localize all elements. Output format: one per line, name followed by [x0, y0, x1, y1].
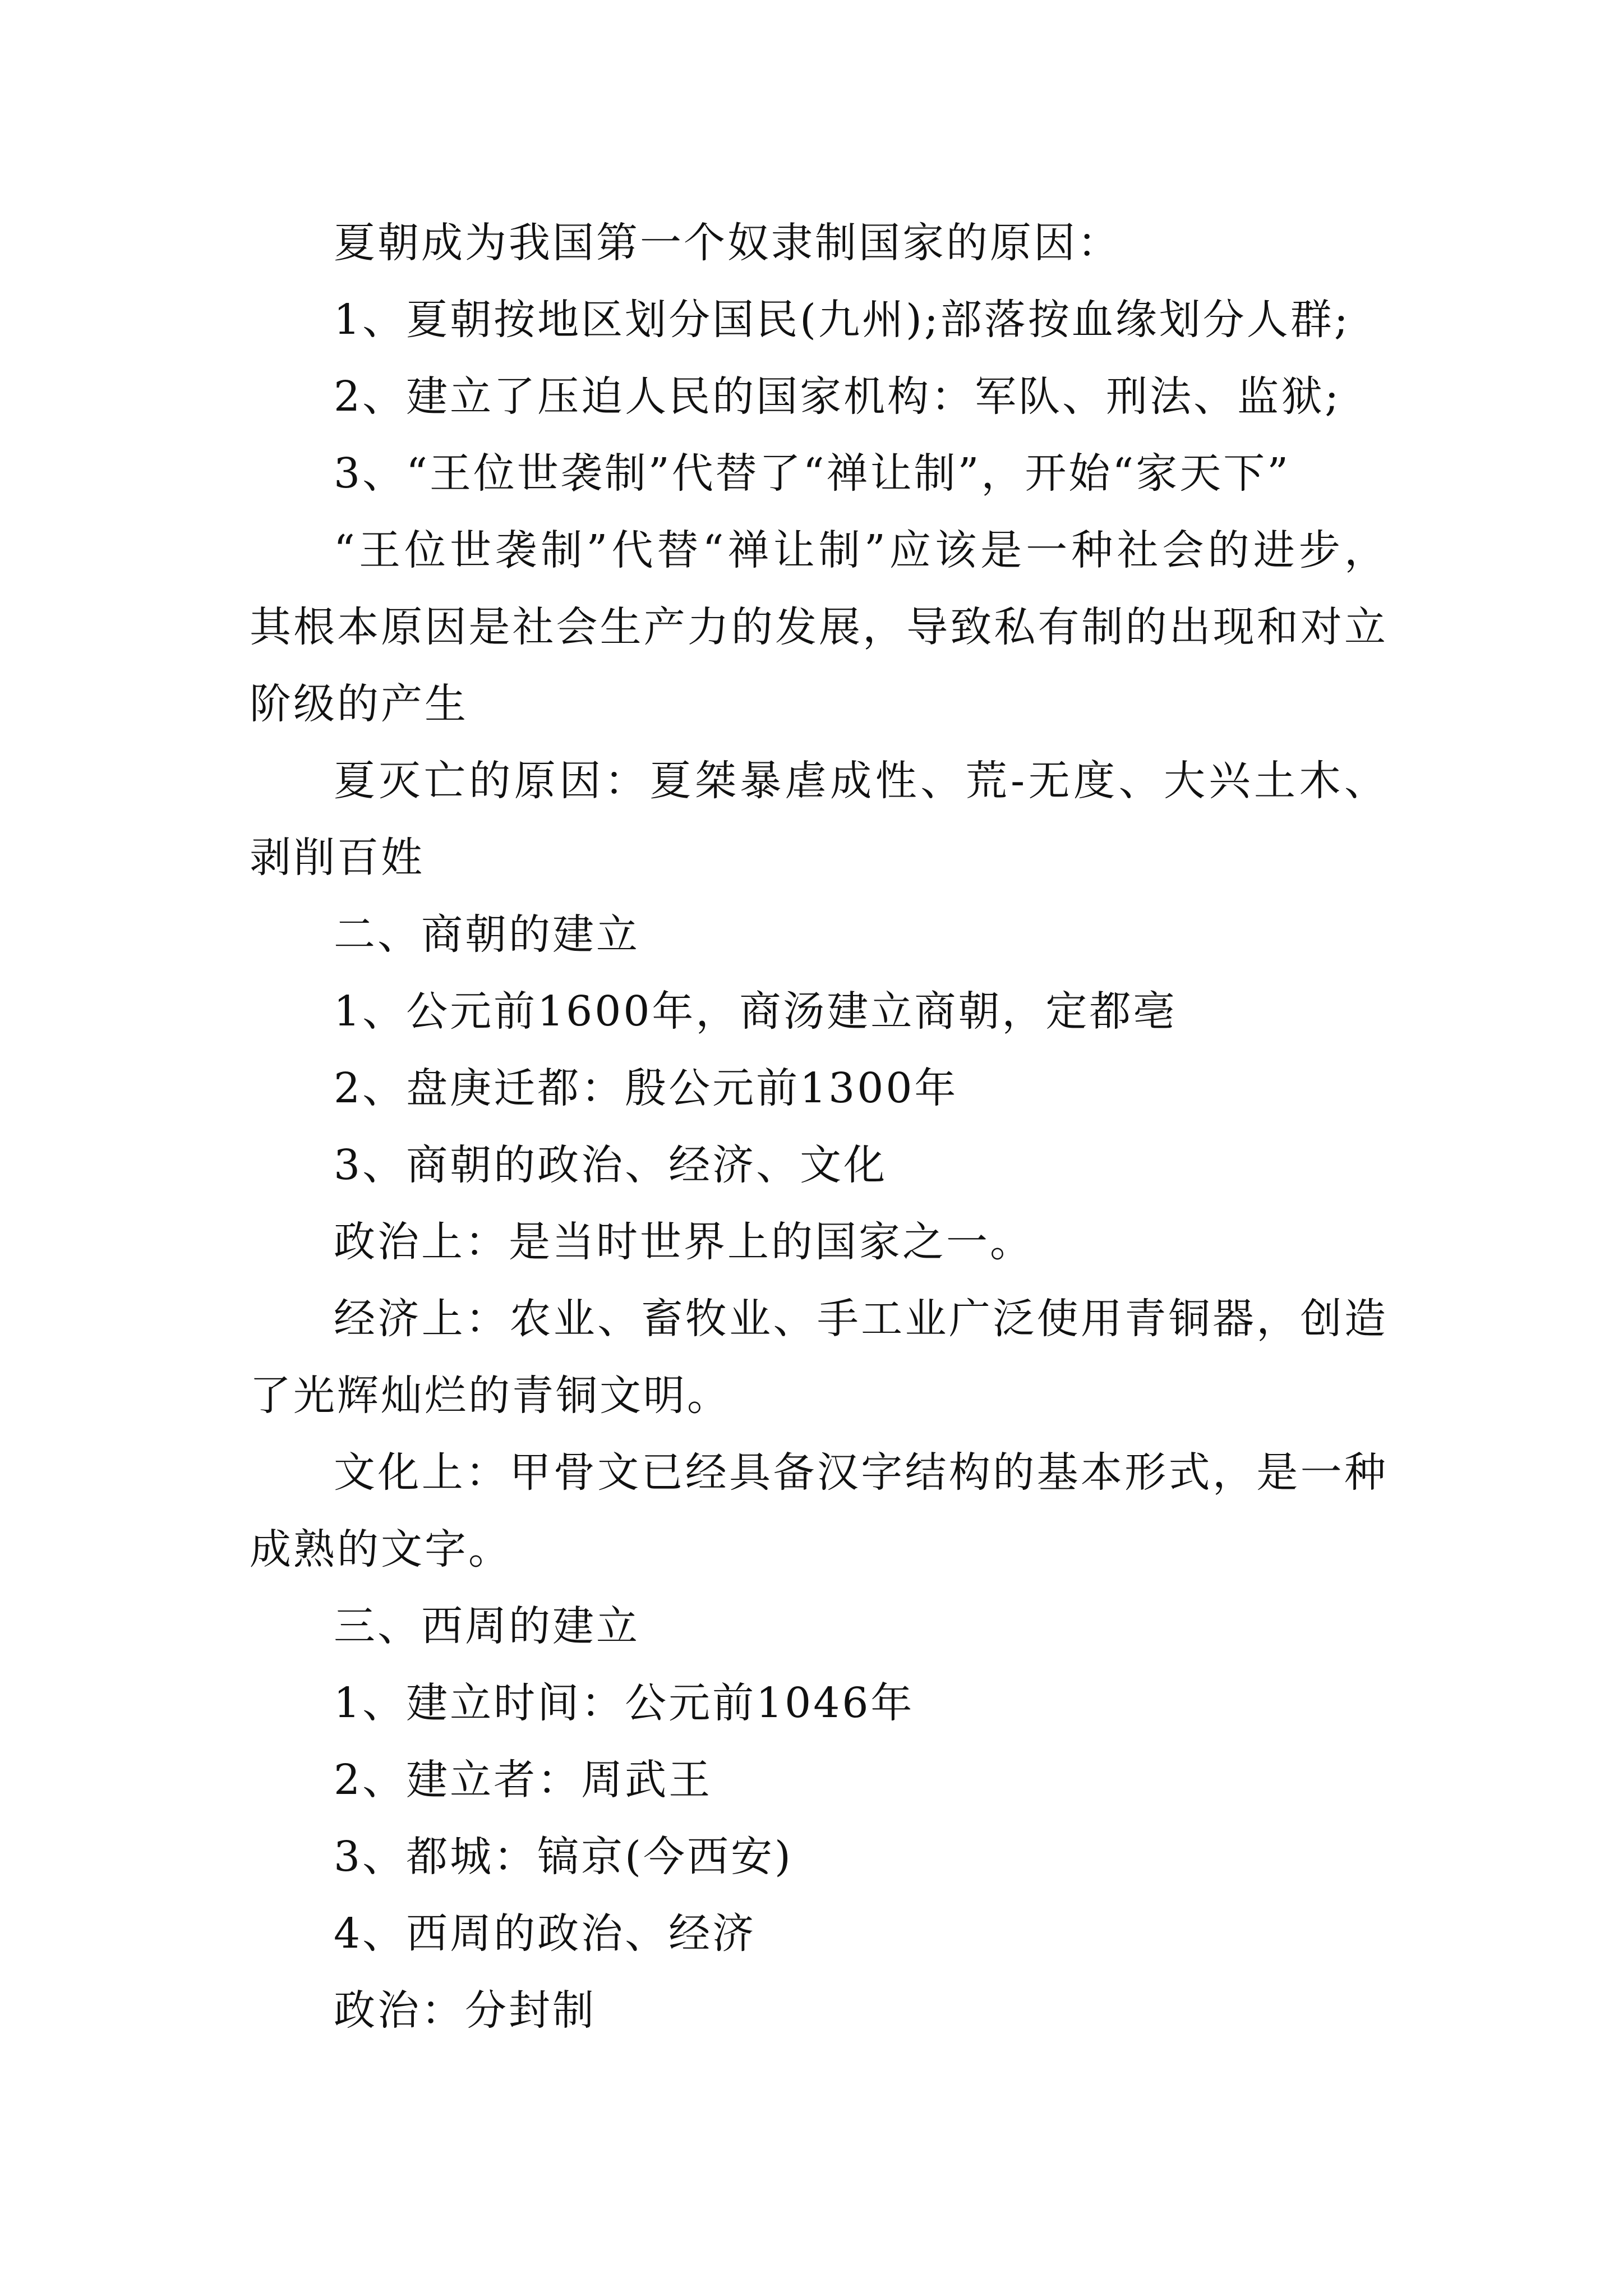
- paragraph: 政治：分封制: [334, 1986, 596, 2035]
- paragraph: 3、“王位世袭制”代替了“禅让制”，开始“家天下”: [334, 449, 1291, 498]
- paragraph: 经济上：农业、畜牧业、手工业广泛使用青铜器，创造了光辉灿烂的青铜文明。: [250, 1295, 1388, 1420]
- section-heading: 三、西周的建立: [334, 1602, 640, 1650]
- paragraph: 夏朝成为我国第一个奴隶制国家的原因：: [334, 219, 1121, 267]
- paragraph: 政治上：是当时世界上的国家之一。: [334, 1218, 1034, 1266]
- paragraph: 1、夏朝按地区划分国民(九州);部落按血缘划分人群;: [334, 296, 1350, 344]
- paragraph: 3、商朝的政治、经济、文化: [334, 1141, 888, 1189]
- document-body: [250, 205, 1388, 2049]
- paragraph: 3、都城：镐京(今西安): [334, 1833, 793, 1881]
- paragraph: 2、建立者：周武王: [334, 1756, 713, 1804]
- paragraph: 文化上：甲骨文已经具备汉字结构的基本形式，是一种成熟的文字。: [250, 1448, 1388, 1573]
- paragraph: “王位世袭制”代替“禅让制”应该是一种社会的进步，其根本原因是社会生产力的发展，导致私有制的出现和对立阶级的产生: [250, 526, 1388, 728]
- paragraph: 2、盘庚迁都：殷公元前1300年: [334, 1064, 958, 1112]
- paragraph: 2、建立了压迫人民的国家机构：军队、刑法、监狱;: [334, 372, 1341, 421]
- paragraph: 1、建立时间：公元前1046年: [334, 1679, 915, 1727]
- paragraph: 夏灭亡的原因：夏桀暴虐成性、荒-无度、大兴土木、剥削百姓: [250, 757, 1388, 882]
- paragraph: 4、西周的政治、经济: [334, 1910, 757, 1958]
- section-heading: 二、商朝的建立: [334, 910, 640, 959]
- paragraph: 1、公元前1600年，商汤建立商朝，定都亳: [334, 987, 1177, 1036]
